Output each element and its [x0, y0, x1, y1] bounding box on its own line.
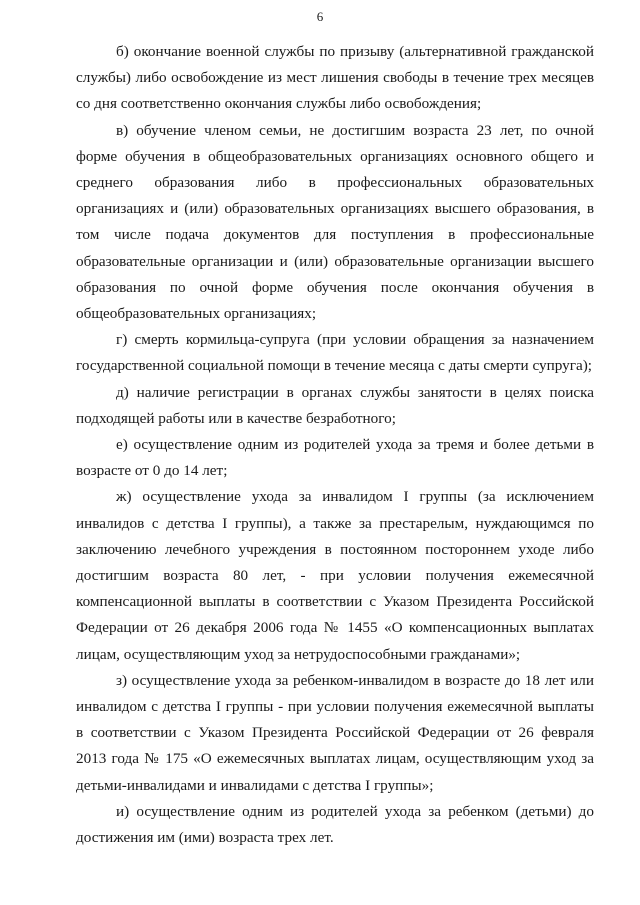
paragraph-v: в) обучение членом семьи, не достигшим возраста 23 лет, по очной форме обучения в общеобразовательных организациях основного общего и среднего образования либо в профессиональных образовательных организациях и (или) образовательных организациях высшего образования, в том числе подача документов для поступления в профессиональные образовательные организации и (или) образовательные организации высшего образования по очной форме обучения после окончания обучения в общеобразовательных организациях;: [76, 121, 594, 323]
paragraph-b: б) окончание военной службы по призыву (альтернативной гражданской службы) либо освобождение из мест лишения свободы в течение трех месяцев со дня соответственно окончания службы либо освобождения;: [76, 43, 594, 113]
page-number: 6: [316, 9, 324, 24]
document-body: [76, 39, 594, 852]
paragraph-g: г) смерть кормильца-супруга (при условии обращения за назначением государственной социальной помощи в течение месяца с даты смерти супруга);: [76, 331, 594, 375]
paragraph-zh: ж) осуществление ухода за инвалидом I группы (за исключением инвалидов с детства I группы), а также за престарелым, нуждающимся по заключению лечебного учреждения в постоянном постороннем уходе либо достигшим возраста 80 лет, - при условии получения ежемесячной компенсационной выплаты в соответствии с Указом Президента Российской Федерации от 26 декабря 2006 года № 1455 «О компенсационных выплатах лицам, осуществляющим уход за нетрудоспособными гражданами»;: [76, 488, 594, 663]
paragraph-d: д) наличие регистрации в органах службы занятости в целях поиска подходящей работы или в качестве безработного;: [76, 383, 594, 427]
paragraph-e: е) осуществление одним из родителей ухода за тремя и более детьми в возрасте от 0 до 14 лет;: [76, 436, 594, 480]
paragraph-z: з) осуществление ухода за ребенком-инвалидом в возрасте до 18 лет или инвалидом с детства I группы - при условии получения ежемесячной выплаты в соответствии с Указом Президента Российской Федерации от 26 февраля 2013 года № 175 «О ежемесячных выплатах лицам, осуществляющим уход за детьми-инвалидами и инвалидами с детства I группы»;: [76, 671, 594, 794]
paragraph-i: и) осуществление одним из родителей ухода за ребенком (детьми) до достижения им (ими) возраста трех лет.: [76, 802, 594, 847]
